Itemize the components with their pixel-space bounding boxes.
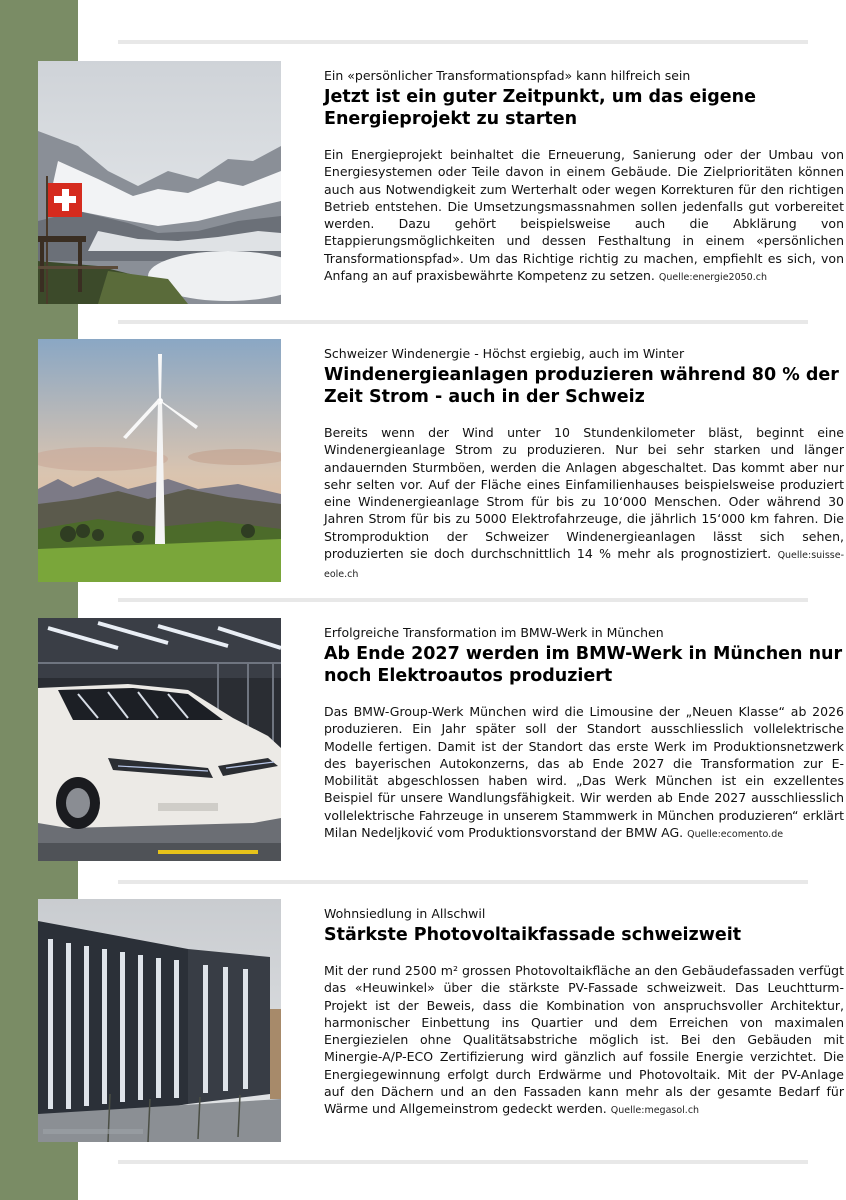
article-kicker: Wohnsiedlung in Allschwil [324,906,486,921]
divider [118,598,808,602]
alps-swiss-flag-photo [38,61,281,304]
alps-swiss-flag-image [38,61,281,304]
wind-turbine-photo [38,339,281,582]
divider [118,880,808,884]
article-body-text: Bereits wenn der Wind unter 10 Stundenkilometer bläst, beginnt eine Windenergieanlage Strom zu produzieren. Nur bei sehr starken und länger andauernden Sturmböen, werden die Anlagen abgeschaltet. Das kommt aber nur sehr selten vor. Auf der Fläche eines Einfamilienhauses beispielsweise produziert eine Windenergieanlage Strom für bis zu 10‘000 Menschen. Oder während 30 Jahren Strom für bis zu 5000 Elektrofahrzeuge, die jährlich 15‘000 km fahren. Die Stromproduktion der Schweizer Windenergieanlagen lässt sich sehen, produzierten sie doch durchschnittlich 14 % mehr als prognostiziert. [324,425,844,562]
article-body-text: Das BMW-Group-Werk München wird die Limousine der „Neuen Klasse“ ab 2026 produzieren. Ein Jahr später soll der Standort ausschliesslich vollelektrische Modelle fertigen. Damit ist der Standort das erste Werk im Produktionsnetzwerk des bayerischen Autokonzerns, das ab Ende 2027 die Transformation zur E-Mobilität abgeschlossen haben wird. „Das Werk München ist ein exzellentes Beispiel für unsere Wandlungsfähigkeit. Wir werden ab Ende 2027 ausschliesslich vollelektrische Fahrzeuge in unserem Stammwerk in München produzieren“ erklärt Milan Nedeljković vom Produktionsvorstand der BMW AG. [324,704,844,841]
article-headline: Stärkste Photovoltaikfassade schweizweit [324,925,742,945]
article-source: Quelle:ecomento.de [687,829,784,841]
divider [118,40,808,44]
wind-turbine-image [38,339,281,582]
article-body-text: Ein Energieprojekt beinhaltet die Erneuerung, Sanierung oder der Umbau von Energiesystemen oder Teile davon in einem Gebäude. Die Zielprioritäten können auch aus Notwendigkeit zum Werterhalt oder wegen Korrekturen für den richtigen Betrieb entstehen. Die Umsetzungsmassnahmen sollen jedenfalls gut vorbereitet werden. Dazu gehört beispielsweise auch die Abklärung von Etappierungsmöglichkeiten und dessen Festhaltung in einem «persönlichen Transformationspfad». Um das Richtige richtig zu machen, empfiehlt es sich, von Anfang an auf praxisbewährte Kompetenz zu setzen. [324,147,844,284]
bmw-electric-car-photo [38,618,281,861]
article-body [324,424,844,584]
pv-facade-building-photo [38,899,281,1142]
pv-facade-building-image [38,899,281,1142]
article-body [324,962,844,1120]
article-source: Quelle:megasol.ch [610,1105,700,1117]
divider [118,1160,808,1164]
article-body [324,146,844,286]
article-headline: Ab Ende 2027 werden im BMW-Werk in München nur noch Elektroautos produziert [324,644,843,686]
divider [118,320,808,324]
article-body-text: Mit der rund 2500 m² grossen Photovoltaikfläche an den Gebäudefassaden verfügt das «Heuwinkel» über die stärkste PV-Fassade schweizweit. Das Leuchtturm-Projekt ist der Beweis, dass die Kombination von anspruchsvoller Architektur, harmonischer Einbettung ins Quartier und dem Erreichen von maximalen Energiezielen ohne Qualitätsabstriche möglich ist. Bei den Gebäuden mit Minergie-A/P-ECO Zertifizierung wird gänzlich auf fossile Energie verzichtet. Die Energiegewinnung erfolgt durch Erdwärme und Photovoltaik. Mit der PV-Anlage auf den Dächern und an den Fassaden kann mehr als der gesamte Bedarf für Wärme und Allgemeinstrom gedeckt werden. [324,963,844,1117]
bmw-electric-car-image [38,618,281,861]
article-kicker: Schweizer Windenergie - Höchst ergiebig, auch im Winter [324,346,685,361]
article-kicker: Ein «persönlicher Transformationspfad» kann hilfreich sein [324,68,691,83]
article-source: Quelle:suisse-eole.ch [324,550,845,581]
article-headline: Windenergieanlagen produzieren während 80 % der Zeit Strom - auch in der Schweiz [324,365,839,407]
article-body [324,703,844,843]
article-source: Quelle:energie2050.ch [658,272,767,284]
article-kicker: Erfolgreiche Transformation im BMW-Werk in München [324,625,664,640]
article-headline: Jetzt ist ein guter Zeitpunkt, um das eigene Energieprojekt zu starten [324,87,756,129]
